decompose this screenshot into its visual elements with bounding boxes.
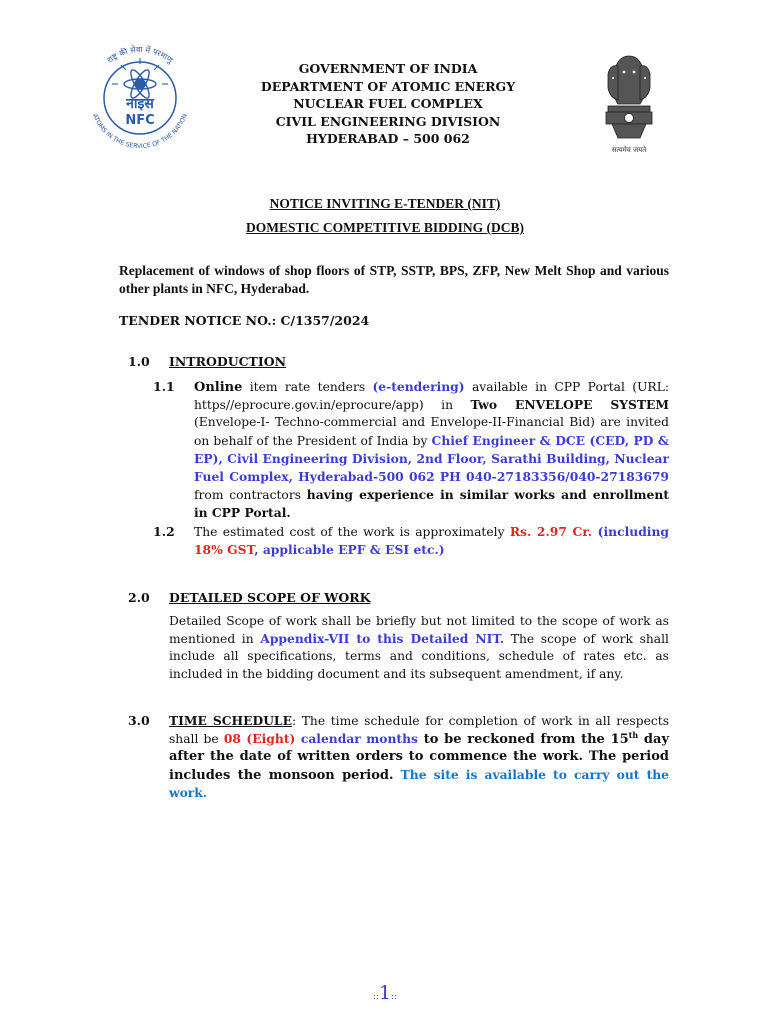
text-run: : The time schedule for completion of work in all respects shall be [169, 714, 670, 747]
logo-ring-top-text: राष्ट्र की सेवा में परमाणु [105, 44, 175, 65]
text-e-tendering: (e-tendering) [372, 379, 465, 394]
text-gst: 18% GST [194, 542, 255, 558]
section-number: 2.0 [128, 590, 150, 605]
footer-left-dots: :: [372, 992, 379, 1002]
subsection-number: 1.2 [153, 524, 175, 539]
paragraph-1-1 [194, 378, 669, 523]
header-line: CIVIL ENGINEERING DIVISION [275, 113, 501, 129]
text-run: available in CPP Portal (URL: https//eprocure.gov.in/eprocure/app) in [194, 380, 670, 413]
text-eligibility: having experience in similar works and enrollment in CPP Portal. [194, 487, 669, 521]
header-line: NUCLEAR FUEL COMPLEX [293, 96, 483, 111]
text-appendix: Appendix-VII to this Detailed NIT. [260, 631, 505, 647]
text-run: from contractors [194, 488, 307, 503]
section-number: 1.0 [128, 354, 150, 369]
nfc-logo [78, 36, 202, 160]
text-estimated-cost: Rs. 2.97 Cr. [509, 524, 592, 539]
logo-ring-bottom-text: ATOMS IN THE SERVICE OF THE NATION [90, 112, 190, 151]
subsection-number: 1.1 [153, 379, 175, 394]
text-run: (Envelope-I- Techno-commercial and Envelope-II-Financial Bid) are invited on behalf of the President of India by [194, 415, 669, 448]
text-epf-esi: , applicable EPF & ESI etc.) [254, 542, 445, 558]
logo-nfc-text: NFC [125, 113, 155, 128]
nit-title: NOTICE INVITING E-TENDER (NIT) [269, 196, 501, 211]
text-site-available: The site is available to carry out the work. [169, 766, 670, 800]
text-commence: day after the date of written orders to commence the work. The period includes the monsoon period. [169, 732, 669, 783]
emblem-motto: सत्यमेव जयते [611, 146, 647, 154]
text-issuing-authority: Chief Engineer & DCE (CED, PD & EP), Civil Engineering Division, 2nd Floor, Sarathi Building, Nuclear Fuel Complex, Hyderabad-500 062 PH 040-27183356/040-27183679 [194, 432, 669, 485]
section-heading-scope: DETAILED SCOPE OF WORK [169, 590, 371, 605]
section-heading-time-schedule: TIME SCHEDULE [169, 713, 292, 728]
text-calendar-months: calendar months [295, 731, 418, 747]
text-run: Detailed Scope of work shall be briefly but not limited to the scope of work as mentioned in [169, 614, 669, 647]
header-organisation [240, 60, 536, 148]
text-duration: 08 (Eight) [223, 731, 296, 747]
dcb-title: DOMESTIC COMPETITIVE BIDDING (DCB) [246, 220, 524, 235]
page-number: 1 [378, 982, 392, 1004]
paragraph-2 [169, 613, 669, 683]
text-envelope-system: Two ENVELOPE SYSTEM [470, 397, 669, 413]
paragraph-3 [169, 712, 669, 802]
text-reckoned: to be reckoned from the 15 [417, 732, 629, 748]
text-run: item rate tenders [242, 380, 373, 394]
section-number: 3.0 [128, 713, 150, 728]
section-heading-introduction: INTRODUCTION [169, 354, 287, 369]
page-footer [0, 982, 770, 1004]
text-online: Online [194, 380, 243, 395]
footer-right-dots: :: [391, 992, 398, 1002]
logo-hindi-text: नाइस [126, 96, 154, 112]
text-superscript: th [628, 730, 639, 741]
header-line: GOVERNMENT OF INDIA [298, 61, 478, 76]
header-line: DEPARTMENT OF ATOMIC ENERGY [260, 78, 516, 94]
text-run: The estimated cost of the work is approximately [194, 525, 510, 539]
paragraph-1-2 [194, 523, 669, 559]
work-subject: Replacement of windows of shop floors of STP, SSTP, BPS, ZFP, New Melt Shop and various other plants in NFC, Hyderabad. [119, 263, 669, 296]
tender-notice-number: TENDER NOTICE NO.: C/1357/2024 [119, 313, 370, 328]
text-including: (including [591, 524, 669, 539]
national-emblem-icon [594, 52, 664, 156]
header-line: HYDERABAD – 500 062 [306, 131, 470, 146]
text-run: The scope of work shall include all specifications, terms and conditions, schedule of rates etc. as included in the bidding document and its subsequent amendment, if any. [169, 632, 669, 681]
